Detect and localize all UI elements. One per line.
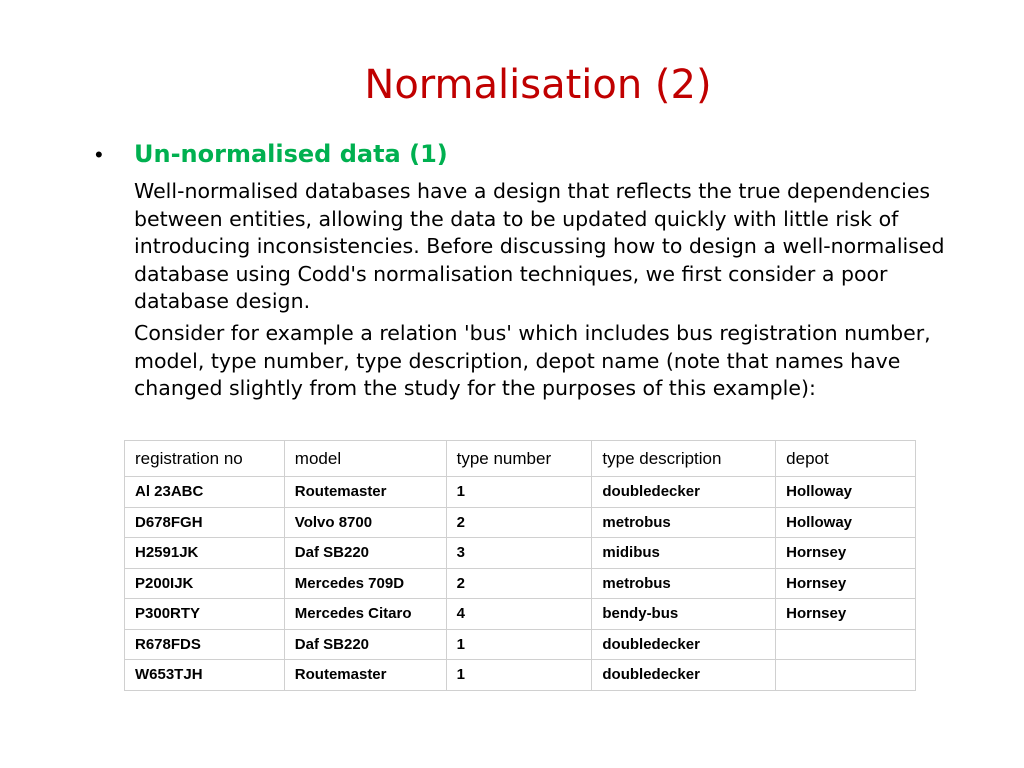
cell-type-number: 3 [446,538,592,569]
cell-model: Mercedes 709D [284,568,446,599]
cell-depot [776,660,916,691]
cell-model: Volvo 8700 [284,507,446,538]
cell-type-description: doubledecker [592,477,776,508]
cell-model: Routemaster [284,660,446,691]
cell-registration-no: Al 23ABC [125,477,285,508]
cell-type-number: 1 [446,629,592,660]
cell-depot: Hornsey [776,568,916,599]
table-row [125,599,916,630]
cell-type-number: 2 [446,507,592,538]
cell-depot [776,629,916,660]
intro-paragraph: Well-normalised databases have a design that reflects the true dependencies between entities, allowing the data to be updated quickly with little risk of introducing inconsistencies. Before discussing how to design a well-normalised database using Codd's normalisation techniques, we first consider a poor database design. [134,179,945,314]
cell-type-description: doubledecker [592,629,776,660]
cell-type-number: 1 [446,477,592,508]
table-row [125,507,916,538]
cell-registration-no: D678FGH [125,507,285,538]
bullet-glyph: • [95,142,103,167]
example-paragraph: Consider for example a relation 'bus' which includes bus registration number, model, type number, type description, depot name (note that names have changed slightly from the study for the purposes of this example): [134,321,931,401]
cell-model: Daf SB220 [284,538,446,569]
cell-model: Mercedes Citaro [284,599,446,630]
header-model: model [284,441,446,477]
cell-depot: Hornsey [776,599,916,630]
cell-registration-no: P200IJK [125,568,285,599]
table-header-row [125,441,916,477]
table-row [125,538,916,569]
cell-depot: Holloway [776,477,916,508]
cell-type-description: bendy-bus [592,599,776,630]
cell-model: Routemaster [284,477,446,508]
table-row [125,629,916,660]
bus-relation-table [124,440,916,691]
cell-registration-no: W653TJH [125,660,285,691]
cell-type-description: midibus [592,538,776,569]
cell-type-number: 1 [446,660,592,691]
slide-title: Normalisation (2) [364,62,712,108]
table-row [125,568,916,599]
cell-registration-no: R678FDS [125,629,285,660]
cell-type-description: metrobus [592,507,776,538]
header-depot: depot [776,441,916,477]
cell-type-number: 2 [446,568,592,599]
header-registration-no: registration no [125,441,285,477]
cell-model: Daf SB220 [284,629,446,660]
cell-depot: Hornsey [776,538,916,569]
header-type-number: type number [446,441,592,477]
cell-type-description: metrobus [592,568,776,599]
cell-depot: Holloway [776,507,916,538]
cell-type-number: 4 [446,599,592,630]
cell-registration-no: H2591JK [125,538,285,569]
cell-registration-no: P300RTY [125,599,285,630]
section-heading: Un-normalised data (1) [134,140,448,168]
table-row [125,660,916,691]
table-row [125,477,916,508]
cell-type-description: doubledecker [592,660,776,691]
header-type-description: type description [592,441,776,477]
